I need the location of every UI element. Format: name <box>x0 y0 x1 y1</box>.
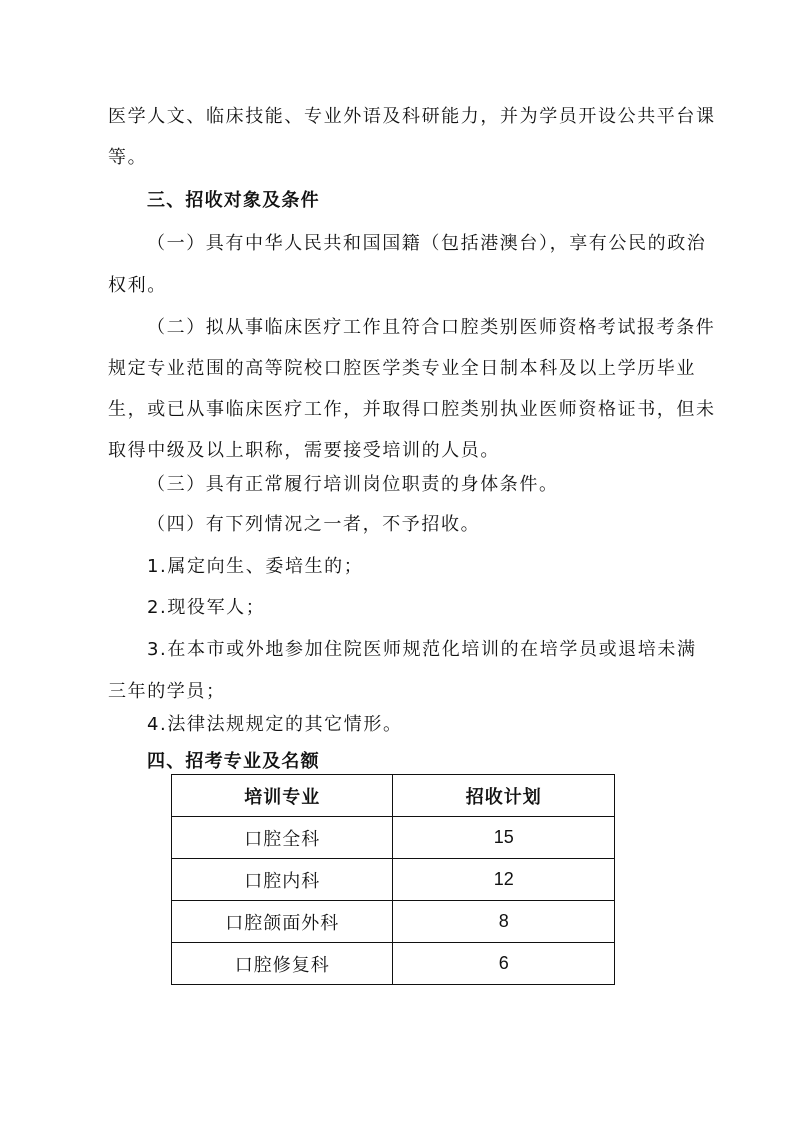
paragraph-line: 医学人文、临床技能、专业外语及科研能力，并为学员开设公共平台课 <box>108 106 716 127</box>
condition-4-line: （四）有下列情况之一者，不予招收。 <box>147 514 481 535</box>
condition-2-line: 取得中级及以上职称，需要接受培训的人员。 <box>108 440 500 461</box>
table-row <box>172 859 615 901</box>
condition-2-line: 规定专业范围的高等院校口腔医学类专业全日制本科及以上学历毕业 <box>108 358 696 379</box>
column-header-plan: 招收计划 <box>393 775 615 817</box>
paragraph-line: 等。 <box>108 147 148 168</box>
condition-2-line: （二）拟从事临床医疗工作且符合口腔类别医师资格考试报考条件 <box>147 317 716 338</box>
condition-2-line: 生，或已从事临床医疗工作，并取得口腔类别执业医师资格证书，但未 <box>108 399 716 420</box>
plan-cell: 15 <box>393 817 615 859</box>
table-row <box>172 943 615 985</box>
condition-3-line: （三）具有正常履行培训岗位职责的身体条件。 <box>147 474 559 495</box>
exclusion-item-1: 1.属定向生、委培生的； <box>147 556 364 577</box>
specialty-cell: 口腔颌面外科 <box>172 901 393 943</box>
specialty-cell: 口腔修复科 <box>172 943 393 985</box>
column-header-specialty: 培训专业 <box>172 775 393 817</box>
table-row <box>172 901 615 943</box>
exclusion-item-4: 4.法律法规规定的其它情形。 <box>147 714 403 735</box>
quota-table <box>171 774 615 985</box>
condition-1-line: （一）具有中华人民共和国国籍（包括港澳台），享有公民的政治 <box>147 233 707 254</box>
plan-cell: 8 <box>393 901 615 943</box>
specialty-cell: 口腔内科 <box>172 859 393 901</box>
condition-1-line: 权利。 <box>108 275 167 296</box>
table-header-row <box>172 775 615 817</box>
table-row <box>172 817 615 859</box>
plan-cell: 12 <box>393 859 615 901</box>
exclusion-item-3-cont: 三年的学员； <box>108 681 226 702</box>
exclusion-item-3: 3.在本市或外地参加住院医师规范化培训的在培学员或退培未满 <box>147 639 697 660</box>
exclusion-item-2: 2.现役军人； <box>147 597 266 618</box>
section-heading-3: 三、招收对象及条件 <box>147 190 320 211</box>
plan-cell: 6 <box>393 943 615 985</box>
section-heading-4: 四、招考专业及名额 <box>147 751 320 772</box>
specialty-cell: 口腔全科 <box>172 817 393 859</box>
